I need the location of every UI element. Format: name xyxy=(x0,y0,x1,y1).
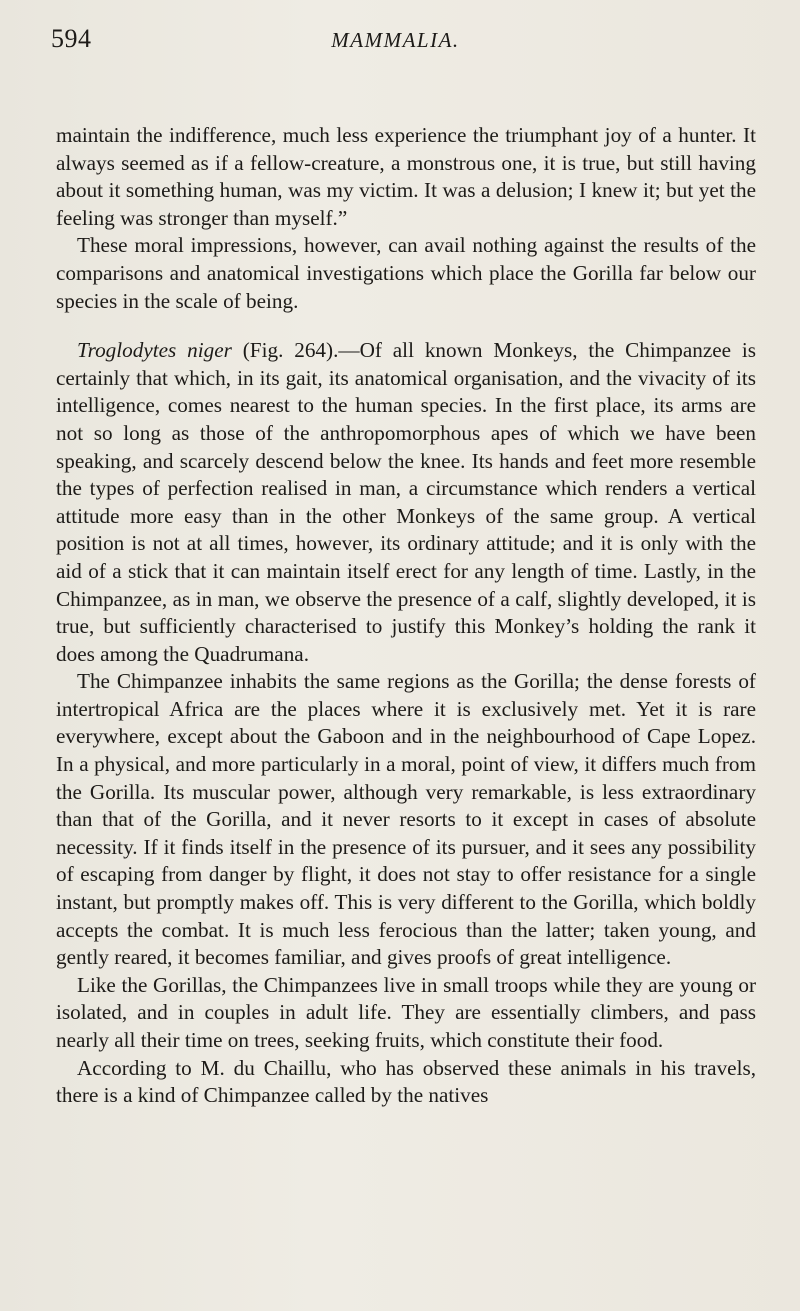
paragraph-habitat: The Chimpanzee inhabits the same regions as the Gorilla; the dense forests of intertropical Africa are the places where it is exclusively met. Yet it is rare everywhere, except about the Gaboon and in the neighbourhood of Cape Lopez. In a physical, and more particularly in a moral, point of view, it differs much from the Gorilla. Its muscular power, although very remarkable, is less extraordinary than that of the Gorilla, and it never resorts to it except in cases of absolute necessity. If it finds itself in the presence of its pursuer, and it sees any possibility of escaping from danger by flight, it does not stay to offer resistance for a single instant, but promptly makes off. This is very different to the Gorilla, which boldly accepts the combat. It is much less ferocious than the latter; taken young, and gently reared, it becomes familiar, and gives proofs of great intelligence. xyxy=(56,669,756,970)
page-header xyxy=(51,24,740,64)
paragraph-du-chaillu: According to M. du Chaillu, who has observed these animals in his travels, there is a kind of Chimpanzee called by the natives xyxy=(56,1055,756,1108)
paragraph-continuation: maintain the indifference, much less experience the triumphant joy of a hunter. It always seemed as if a fellow-creature, a monstrous one, it is true, but still having about it something human, was my victim. It was a delusion; I knew it; but yet the feeling was stronger than myself.” xyxy=(56,123,756,230)
page-number: 594 xyxy=(51,24,92,53)
species-name: Troglodytes niger xyxy=(77,338,232,363)
paragraph-troglodytes-text: Of all known Monkeys, the Chimpanzee is certainly that which, in its gait, its anatomical organisation, and the vivacity of its intelligence, comes nearest to the human species. In the first place, its arms are not so long as those of the anthropomorphous apes of which we have been speaking, and scarcely descend below the knee. Its hands and feet more resemble the types of perfection realised in man, a circumstance which renders a vertical attitude more easy than in the other Monkeys of the same group. A vertical position is not at all times, however, its ordinary attitude; and it is only with the aid of a stick that it can maintain itself erect for any length of time. Lastly, in the Chimpanzee, as in man, we observe the presence of a calf, slightly developed, it is true, but sufficiently characterised to justify this Monkey’s holding the rank it does among the Quadrumana. xyxy=(56,338,757,666)
body-text xyxy=(56,122,756,1110)
paragraph-troglodytes-niger xyxy=(56,337,756,668)
running-head: MAMMALIA. xyxy=(331,28,460,52)
paragraph-moral-impressions: These moral impressions, however, can avail nothing against the results of the comparisons and anatomical investigations which place the Gorilla far below our species in the scale of being. xyxy=(56,233,756,313)
figure-reference: (Fig. 264).— xyxy=(242,338,360,363)
paragraph-habits: Like the Gorillas, the Chimpanzees live in small troops while they are young or isolated, and in couples in adult life. They are essentially climbers, and pass nearly all their time on trees, seeking fruits, which constitute their food. xyxy=(56,972,756,1052)
